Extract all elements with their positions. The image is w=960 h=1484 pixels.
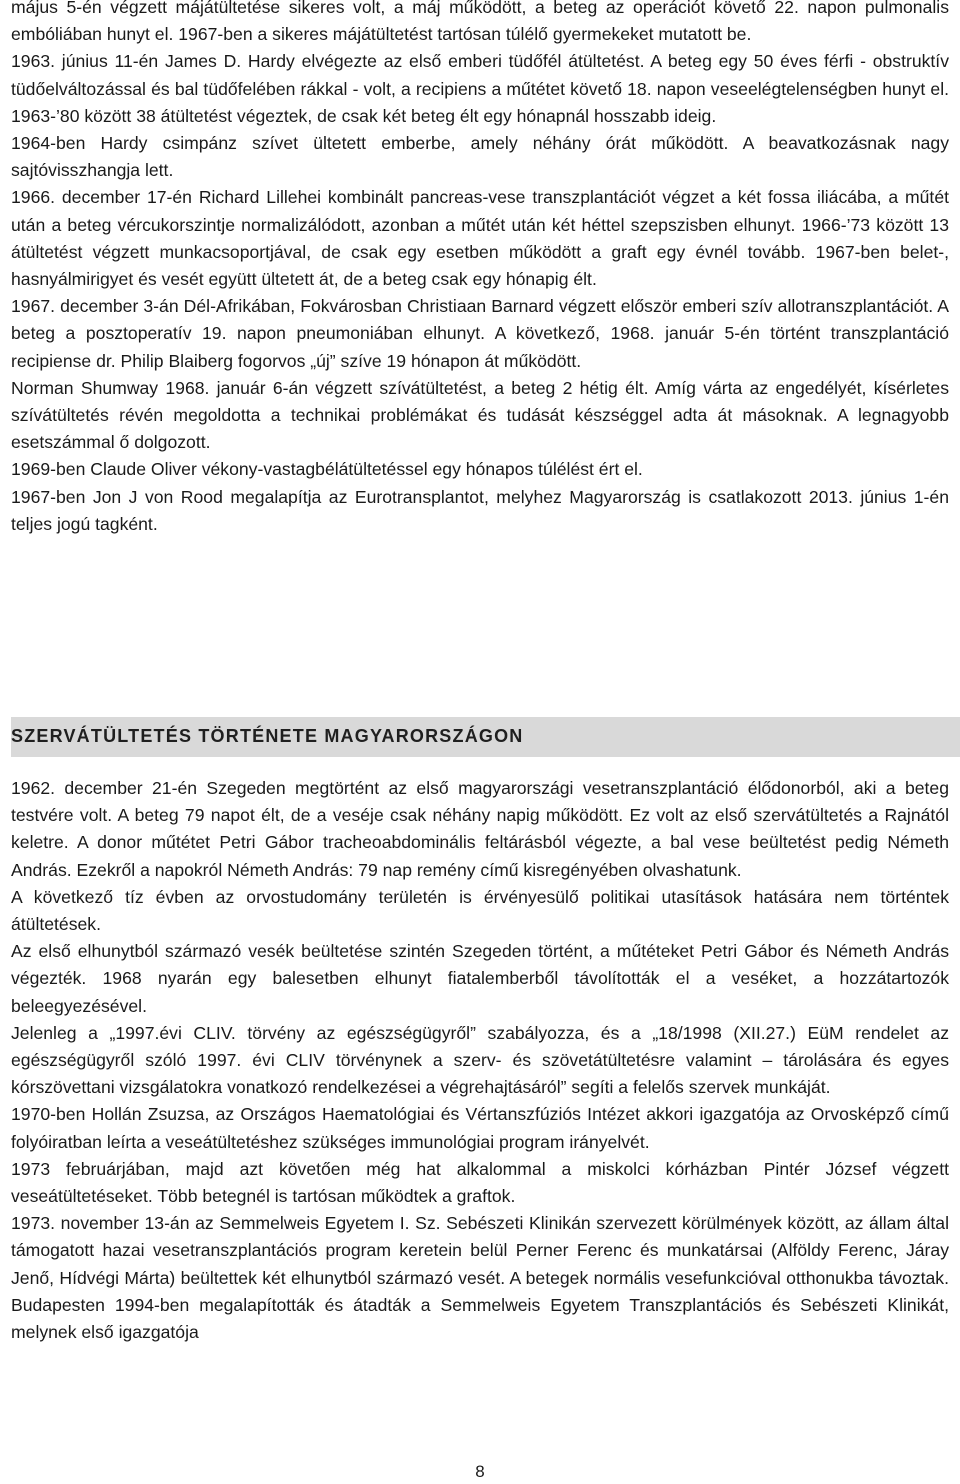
section-heading: SZERVÁTÜLTETÉS TÖRTÉNETE MAGYARORSZÁGON [11,726,524,746]
paragraph-heart-shumway: Norman Shumway 1968. január 6-án végzett szívátültetést, a beteg 2 hétig élt. Amíg várta az engedélyét, kísérletes szívátültetés révén megoldotta a technikai problémákat és tudását készséggel adta át másoknak. A legnagyobb esetszámmal ő dolgozott. [11,377,949,453]
section-heading-bar [11,717,960,757]
paragraph-legislation: Jelenleg a „1997.évi CLIV. törvény az egészségügyről” szabályozza, és a „18/1998 (XII.27.) EüM rendelet az egészségügyről szóló 1997. évi CLIV törvénynek a szerv- és szövetátültetésre valamint – tárolására és egyes kórszövettani vizsgálatokra vonatkozó rendelkezései a végrehajtásáról” segíti a felelős szervek munkáját. [11,1022,949,1098]
paragraph-liver-transplant: május 5-én végzett májátültetése sikeres volt, a máj működött, a beteg az operációt követő 22. napon pulmonalis embóliában hunyt el. 1967-ben a sikeres májátültetést tartósan túlélő gyermekeket mutatott be. [11,0,949,45]
history-section-hungary [11,775,949,1346]
paragraph-lung-transplant: 1963. június 11-én James D. Hardy elvégezte az első emberi tüdőfél átültetést. A beteg egy 50 éves férfi - obstruktív tüdőelváltozással és bal tüdőfelében rákkal - volt, a recipiens a műtétet követő 18. napon veseelégtelenségben hunyt el. 1963-’80 között 38 átültetést végeztek, de csak két beteg élt egy hónapnál hosszabb ideig. [11,51,949,126]
page-number: 8 [475,1462,485,1481]
paragraph-heart-barnard: 1967. december 3-án Dél-Afrikában, Fokvárosban Christiaan Barnard végzett először emberi szív allotranszplantációt. A beteg a posztoperatív 19. napon pneumoniában elhunyt. A következő, 1968. január 5-én történt transzplantáció recipiense dr. Philip Blaiberg fogorvos „új” szíve 19 hónapon át működött. [11,296,949,371]
paragraph-first-kidney-szeged: 1962. december 21-én Szegeden megtörtént az első magyarországi vesetranszplantáció élődonorból, aki a beteg testvére volt. A beteg 79 napot élt, de a veséje csak néhány napig működött. Ez volt az első szervátültetés a Rajnától keletre. A donor műtétet Petri Gábor tracheoabdominális feltárásból végezte, a bal vese beültetést pedig Németh András. Ezekről a napokról Németh András: 79 nap remény című kisregényében olvashatunk. [11,778,949,880]
paragraph-chimpanzee-heart: 1964-ben Hardy csimpánz szívet ültetett emberbe, amely néhány órát működött. A beavatkozásnak nagy sajtóvisszhangja lett. [11,133,949,181]
paragraph-miskolc: 1973 februárjában, majd azt követően még hat alkalommal a miskolci kórházban Pintér József végzett veseátültetéseket. Több betegnél is tartósan működtek a graftok. [11,1158,949,1207]
paragraph-eurotransplant: 1967-ben Jon J von Rood megalapítja az Eurotransplantot, melyhez Magyarország is csatlakozott 2013. június 1-én teljes jogú tagként. [11,486,949,534]
history-section-world [11,0,949,538]
paragraph-pancreas-kidney: 1966. december 17-én Richard Lillehei kombinált pancreas-vese transzplantációt végzet a két fossa iliácába, a műtét után a beteg vércukorszintje normalizálódott, azonban a műtét után két héttel szepszisben elhunyt. 1966-’73 között 13 átültetést végzett munkacsoportjával, de csak egy esetben működött a graft egy évnél tovább. 1967-ben belet-, hasnyálmirigyet és vesét együtt ültetett át, de a beteg csak egy hónapig élt. [11,187,949,290]
paragraph-political-pause: A következő tíz évben az orvostudomány területén is érvényesülő politikai utasítások hatására nem történtek átültetések. [11,886,949,935]
paragraph-intestine-oliver: 1969-ben Claude Oliver vékony-vastagbélátültetéssel egy hónapos túlélést ért el. [11,459,643,480]
paragraph-semmelweis: 1973. november 13-án az Semmelweis Egyetem I. Sz. Sebészeti Klinikán szervezett körülmények között, az állam által támogatott hazai vesetranszplantációs program keretein belül Perner Ferenc és munkatársai (Alföldy Ferenc, Járay Jenő, Hídvégi Márta) beültettek két elhunytból származó vesét. A betegek normális vesefunkcióval otthonukba távoztak. Budapesten 1994-ben megalapították és átadták a Semmelweis Egyetem Transzplantációs és Sebészeti Klinikát, melynek első igazgatója [11,1213,949,1343]
paragraph-deceased-donor: Az első elhunytból származó vesék beültetése szintén Szegeden történt, a műtéteket Petri Gábor és Németh András végezték. 1968 nyarán egy balesetben elhunyt fiatalemberből távolították el a veséket, a hozzátartozók beleegyezésével. [11,941,949,1016]
paragraph-hollan-zsuzsa: 1970-ben Hollán Zsuzsa, az Országos Haematológiai és Vértanszfúziós Intézet akkori igazgatója az Orvosképző című folyóiratban leírta a veseátültetéshez szükséges immunológiai program irányelvét. [11,1104,949,1152]
